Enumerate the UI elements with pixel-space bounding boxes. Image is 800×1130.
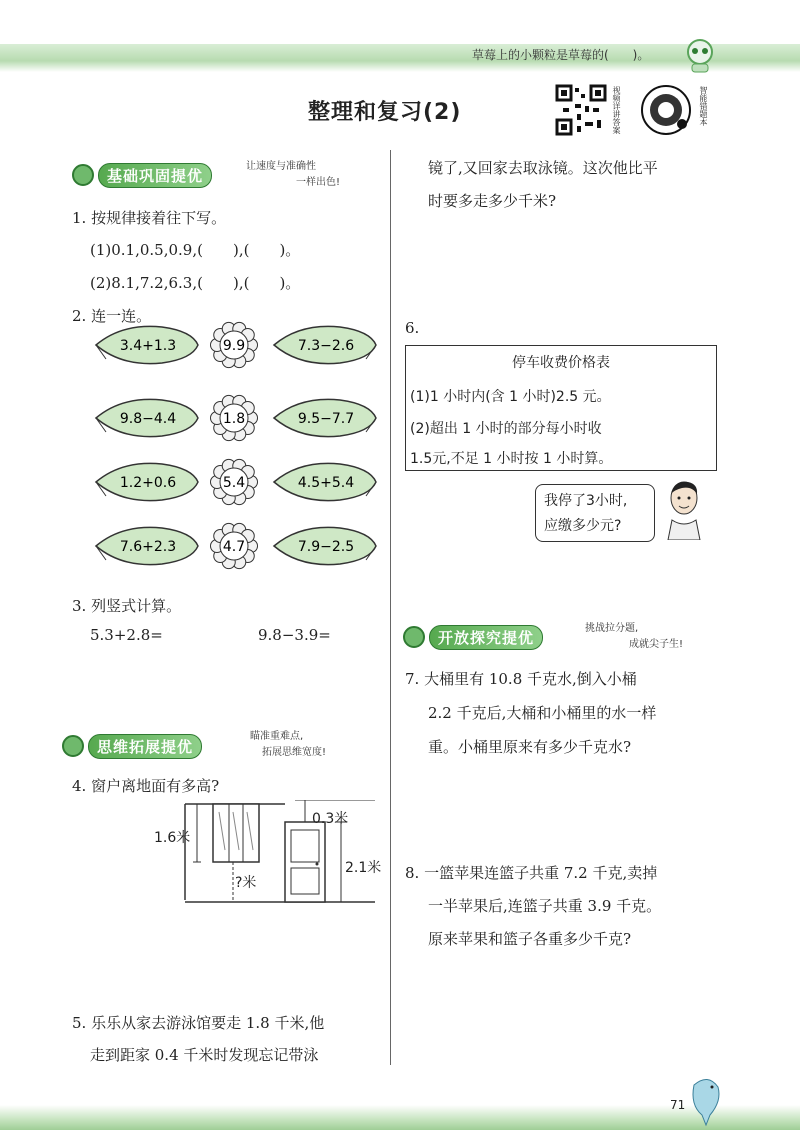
section-basic-note-1: 让速度与准确性 — [246, 161, 316, 172]
q3-stem: 3. 列竖式计算。 — [72, 597, 182, 615]
robot-mascot-icon — [680, 34, 720, 74]
q1-stem: 1. 按规律接着往下写。 — [72, 209, 227, 227]
price-table-row-2: (2)超出 1 小时的部分每小时收 — [410, 421, 602, 437]
page-number: 71 — [670, 1098, 686, 1112]
section-basic-label: 基础巩固提优 — [98, 163, 212, 188]
q8-line-2: 一半苹果后,连篮子共重 3.9 千克。 — [428, 897, 662, 915]
speech-bubble — [535, 484, 655, 542]
flower-3[interactable] — [210, 458, 258, 506]
section-thinking-note-2: 拓展思维宽度! — [262, 747, 327, 758]
window-height-label: 1.6米 — [154, 830, 191, 846]
section-open-note-1: 挑战拉分题, — [585, 623, 639, 634]
satellite-icon — [403, 626, 425, 648]
q7-line-2: 2.2 千克后,大桶和小桶里的水一样 — [428, 704, 657, 722]
price-table-row-3: 1.5元,不足 1 小时按 1 小时算。 — [410, 451, 613, 467]
smart-mistake-book-icon[interactable] — [640, 84, 692, 136]
flower-4-label: 4.7 — [222, 539, 246, 555]
left-leaf-4[interactable] — [92, 522, 202, 570]
section-basic-banner — [72, 164, 212, 186]
price-table-row-1: (1)1 小时内(含 1 小时)2.5 元。 — [410, 389, 611, 405]
q8-line-3: 原来苹果和篮子各重多少千克? — [428, 930, 632, 948]
q2-stem: 2. 连一连。 — [72, 307, 152, 325]
right-leaf-2[interactable] — [270, 394, 380, 442]
q5-line-4: 时要多走多少千米? — [428, 192, 557, 210]
left-leaf-3-label: 1.2+0.6 — [119, 475, 177, 491]
left-leaf-1[interactable] — [92, 321, 202, 369]
q8-line-1: 8. 一篮苹果连篮子共重 7.2 千克,卖掉 — [405, 864, 658, 882]
top-gap-label: 0.3米 — [312, 811, 349, 827]
flower-3-label: 5.4 — [222, 475, 246, 491]
right-leaf-2-label: 9.5−7.7 — [297, 411, 355, 427]
left-leaf-1-label: 3.4+1.3 — [119, 338, 177, 354]
left-leaf-2-label: 9.8−4.4 — [119, 411, 177, 427]
bubble-line-2: 应缴多少元? — [544, 518, 622, 534]
right-leaf-1[interactable] — [270, 321, 380, 369]
column-divider — [390, 150, 391, 1065]
section-thinking-note-1: 瞄准重难点, — [250, 731, 304, 742]
left-leaf-2[interactable] — [92, 394, 202, 442]
q1-line-1: (1)0.1,0.5,0.9,( ),( )。 — [90, 241, 301, 259]
right-leaf-4-label: 7.9−2.5 — [297, 539, 355, 555]
price-table-title: 停车收费价格表 — [512, 355, 610, 371]
q5-line-3: 镜了,又回家去取泳镜。这次他比平 — [428, 159, 658, 177]
door-height-label: 2.1米 — [345, 860, 382, 876]
q7-line-1: 7. 大桶里有 10.8 千克水,倒入小桶 — [405, 670, 637, 688]
section-open-banner — [403, 626, 543, 648]
section-thinking-banner — [62, 735, 202, 757]
right-leaf-3-label: 4.5+5.4 — [297, 475, 355, 491]
target-icon — [72, 164, 94, 186]
right-leaf-1-label: 7.3−2.6 — [297, 338, 355, 354]
qr-code-icon[interactable] — [555, 84, 607, 136]
qr2-caption: 智能错题本 — [699, 86, 708, 126]
header-riddle: 草莓上的小颗粒是草莓的( )。 — [472, 48, 650, 62]
right-leaf-4[interactable] — [270, 522, 380, 570]
q1-line-2: (2)8.1,7.2,6.3,( ),( )。 — [90, 274, 301, 292]
dolphin-icon — [686, 1075, 726, 1127]
q4-stem: 4. 窗户离地面有多高? — [72, 777, 220, 795]
flower-4[interactable] — [210, 522, 258, 570]
qr1-caption: 视频详讲答案 — [612, 86, 621, 134]
magnifier-icon — [62, 735, 84, 757]
flower-1[interactable] — [210, 321, 258, 369]
section-thinking-label: 思维拓展提优 — [88, 734, 202, 759]
flower-1-label: 9.9 — [222, 338, 246, 354]
left-leaf-3[interactable] — [92, 458, 202, 506]
q6-stem: 6. — [405, 319, 420, 337]
right-leaf-3[interactable] — [270, 458, 380, 506]
section-open-label: 开放探究提优 — [429, 625, 543, 650]
q3-expr-1: 5.3+2.8= — [90, 626, 163, 644]
section-open-note-2: 成就尖子生! — [629, 639, 684, 650]
flower-2-label: 1.8 — [222, 411, 246, 427]
price-table — [405, 345, 717, 471]
left-leaf-4-label: 7.6+2.3 — [119, 539, 177, 555]
unknown-height-label: ?米 — [235, 875, 257, 891]
q5-line-1: 5. 乐乐从家去游泳馆要走 1.8 千米,他 — [72, 1014, 325, 1032]
bubble-line-1: 我停了3小时, — [544, 493, 628, 509]
q7-line-3: 重。小桶里原来有多少千克水? — [428, 738, 632, 756]
man-avatar-icon — [664, 478, 704, 540]
section-basic-note-2: 一样出色! — [296, 177, 341, 188]
flower-2[interactable] — [210, 394, 258, 442]
q3-expr-2: 9.8−3.9= — [258, 626, 331, 644]
window-door-diagram — [145, 800, 385, 908]
q5-line-2: 走到距家 0.4 千米时发现忘记带泳 — [90, 1046, 319, 1064]
page-title: 整理和复习(2) — [308, 100, 462, 125]
